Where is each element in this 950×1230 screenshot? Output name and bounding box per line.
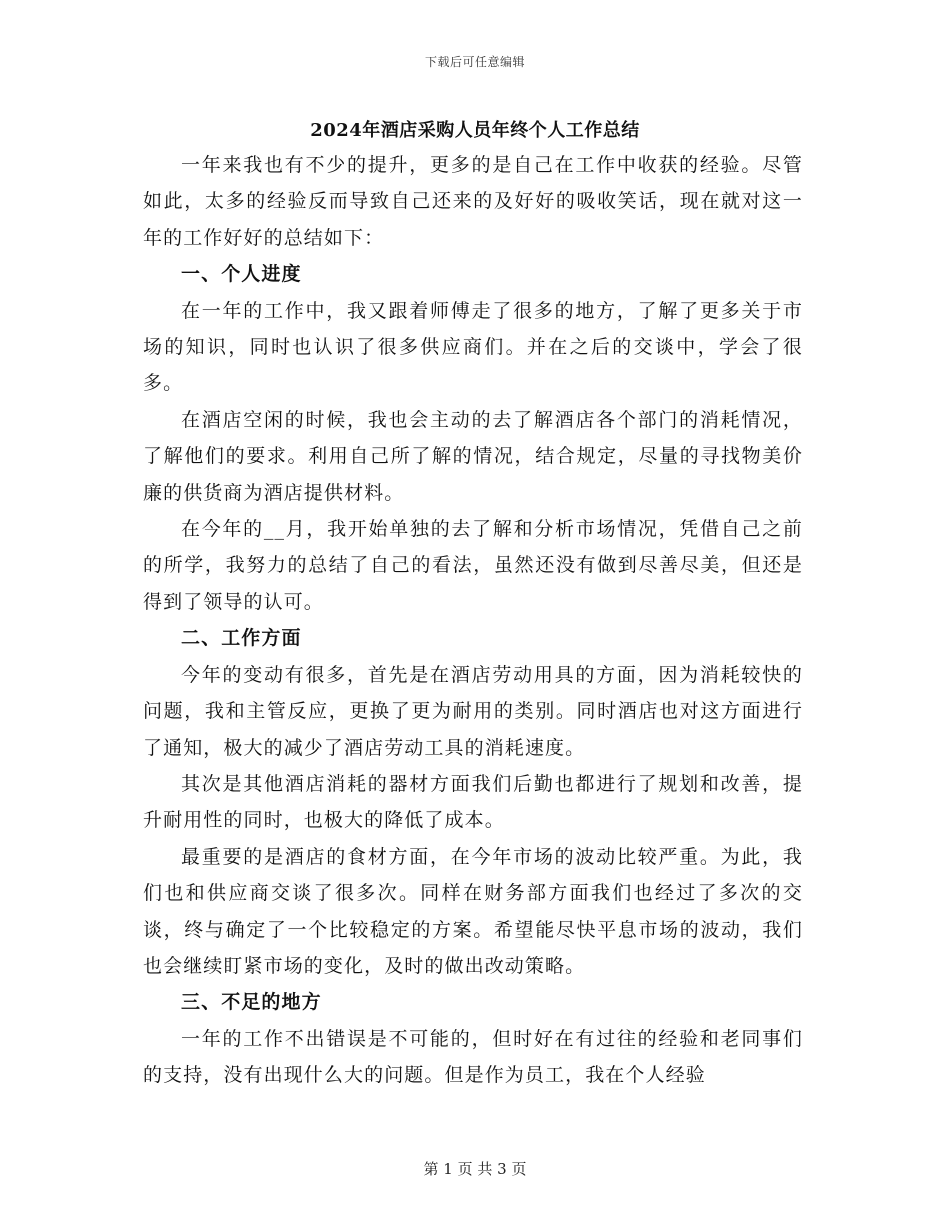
section-heading: 一、个人进度	[181, 263, 302, 286]
paragraph: 其次是其他酒店消耗的器材方面我们后勤也都进行了规划和改善，提升耐用性的同时，也极大的降低了成本。	[143, 772, 803, 832]
page-footer: 第 1 页 共 3 页	[423, 1160, 527, 1178]
paragraph: 在酒店空闲的时候，我也会主动的去了解酒店各个部门的消耗情况，了解他们的要求。利用自己所了解的情况，结合规定，尽量的寻找物美价廉的供货商为酒店提供材料。	[143, 408, 803, 504]
paragraph: 在一年的工作中，我又跟着师傅走了很多的地方，了解了更多关于市场的知识，同时也认识了很多供应商们。并在之后的交谈中，学会了很多。	[143, 299, 803, 395]
section-heading: 三、不足的地方	[181, 991, 322, 1014]
paragraph: 在今年的__月，我开始单独的去了解和分析市场情况，凭借自己之前的所学，我努力的总结了自己的看法，虽然还没有做到尽善尽美，但还是得到了领导的认可。	[143, 518, 803, 613]
paragraph: 一年的工作不出错误是不可能的，但时好在有过往的经验和老同事们的支持，没有出现什么大的问题。但是作为员工，我在个人经验	[143, 1027, 803, 1087]
section-heading: 二、工作方面	[181, 627, 302, 650]
page-header: 下载后可任意编辑	[424, 55, 525, 69]
paragraph: 一年来我也有不少的提升，更多的是自己在工作中收获的经验。尽管如此，太多的经验反而导致自己还来的及好好的吸收笑话，现在就对这一年的工作好好的总结如下：	[143, 154, 803, 249]
paragraph: 最重要的是酒店的食材方面，在今年市场的波动比较严重。为此，我们也和供应商交谈了很多次。同样在财务部方面我们也经过了多次的交谈，终与确定了一个比较稳定的方案。希望能尽快平息市场的波动，我们也会继续盯紧市场的变化，及时的做出改动策略。	[143, 845, 803, 977]
document-title: 2024年酒店采购人员年终个人工作总结	[310, 120, 640, 141]
paragraph: 今年的变动有很多，首先是在酒店劳动用具的方面，因为消耗较快的问题，我和主管反应，更换了更为耐用的类别。同时酒店也对这方面进行了通知，极大的减少了酒店劳动工具的消耗速度。	[143, 663, 803, 759]
document-body	[143, 147, 803, 1094]
